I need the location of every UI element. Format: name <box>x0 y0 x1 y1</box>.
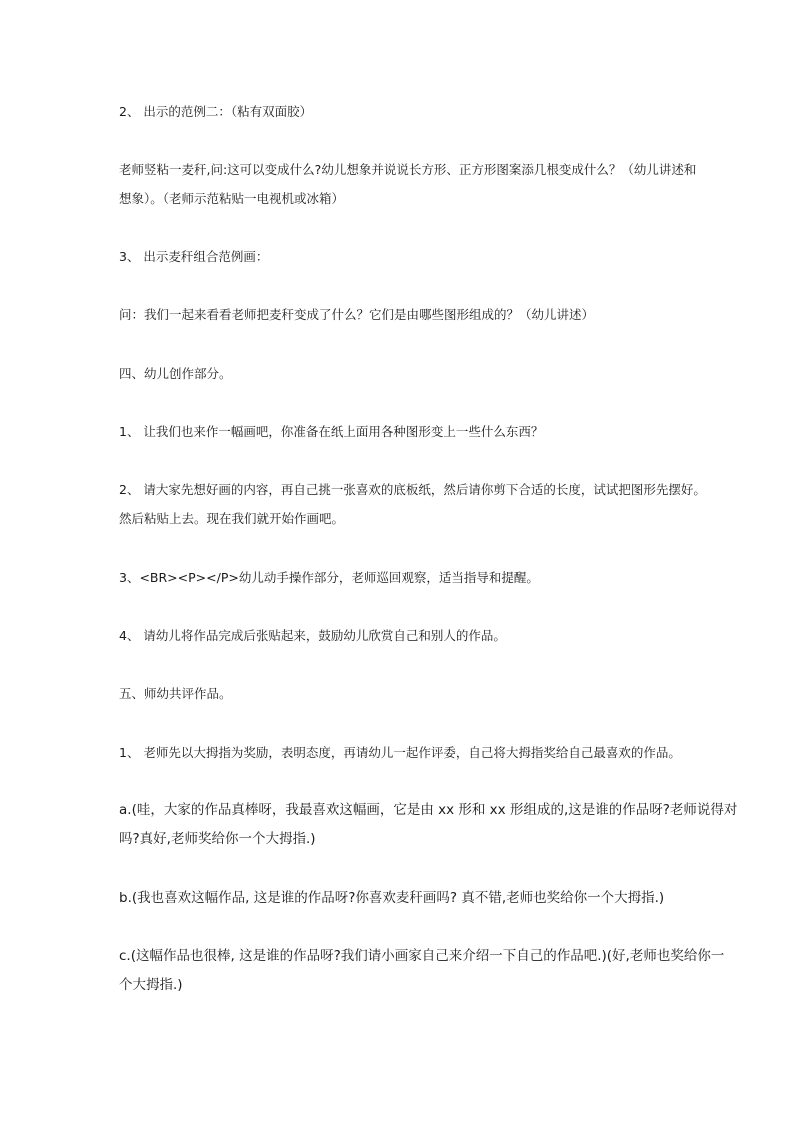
text-line: 然后粘贴上去。现在我们就开始作画吧。 <box>119 511 345 526</box>
text-line: 四、幼儿创作部分。 <box>119 366 232 381</box>
paragraph-example-three <box>119 242 679 271</box>
paragraph-step-one <box>119 417 679 446</box>
paragraph-review-step-one <box>119 738 679 767</box>
paragraph-item-b <box>119 884 679 913</box>
paragraph-question <box>119 300 679 329</box>
text-line: 五、师幼共评作品。 <box>119 686 232 701</box>
text-line: 吗?真好,老师奖给你一个大拇指.) <box>119 831 316 847</box>
paragraph-example-two <box>119 97 679 126</box>
text-line: c.(这幅作品也很棒, 这是谁的作品呀?我们请小画家自己来介绍一下自己的作品吧.)(好,老师也奖给你一 <box>119 948 725 964</box>
text-line: 1、 让我们也来作一幅画吧，你准备在纸上面用各种图形变上一些什么东西？ <box>119 424 544 439</box>
text-line: 4、 请幼儿将作品完成后张贴起来，鼓励幼儿欣赏自己和别人的作品。 <box>119 628 506 643</box>
text-line: 个大拇指.) <box>119 977 183 993</box>
paragraph-step-three <box>119 563 679 592</box>
text-line: 老师竖粘一麦秆,问:这可以变成什么?幼儿想象并说说长方形、正方形图案添几根变成什么？（幼儿讲述和 <box>119 162 697 177</box>
text-line: 问：我们一起来看看老师把麦秆变成了什么？它们是由哪些图形组成的？（幼儿讲述） <box>119 307 595 322</box>
paragraph-teacher-question <box>119 155 697 213</box>
text-line: 想象）。（老师示范粘贴一电视机或冰箱） <box>119 191 345 206</box>
paragraph-item-c <box>119 942 725 1000</box>
text-line: 2、 出示的范例二：（粘有双面胶） <box>119 104 313 119</box>
paragraph-step-four <box>119 621 679 650</box>
paragraph-step-two <box>119 475 706 533</box>
text-line: 3、<BR><P></P>幼儿动手操作部分，老师巡回观察，适当指导和提醒。 <box>119 570 539 585</box>
text-line: 2、 请大家先想好画的内容，再自己挑一张喜欢的底板纸，然后请你剪下合适的长度，试试把图形先摆好。 <box>119 482 706 497</box>
text-line: 1、 老师先以大拇指为奖励，表明态度，再请幼儿一起作评委，自己将大拇指奖给自己最喜欢的作品。 <box>119 745 681 760</box>
text-line: 3、 出示麦秆组合范例画： <box>119 249 269 264</box>
paragraph-item-a <box>119 796 738 854</box>
section-heading-review <box>119 679 679 708</box>
text-line: b.(我也喜欢这幅作品, 这是谁的作品呀?你喜欢麦秆画吗? 真不错,老师也奖给你一个大拇指.) <box>119 890 665 906</box>
text-line: a.(哇，大家的作品真棒呀，我最喜欢这幅画，它是由 xx 形和 xx 形组成的,这是谁的作品呀?老师说得对 <box>119 802 738 818</box>
section-heading-creation <box>119 359 679 388</box>
